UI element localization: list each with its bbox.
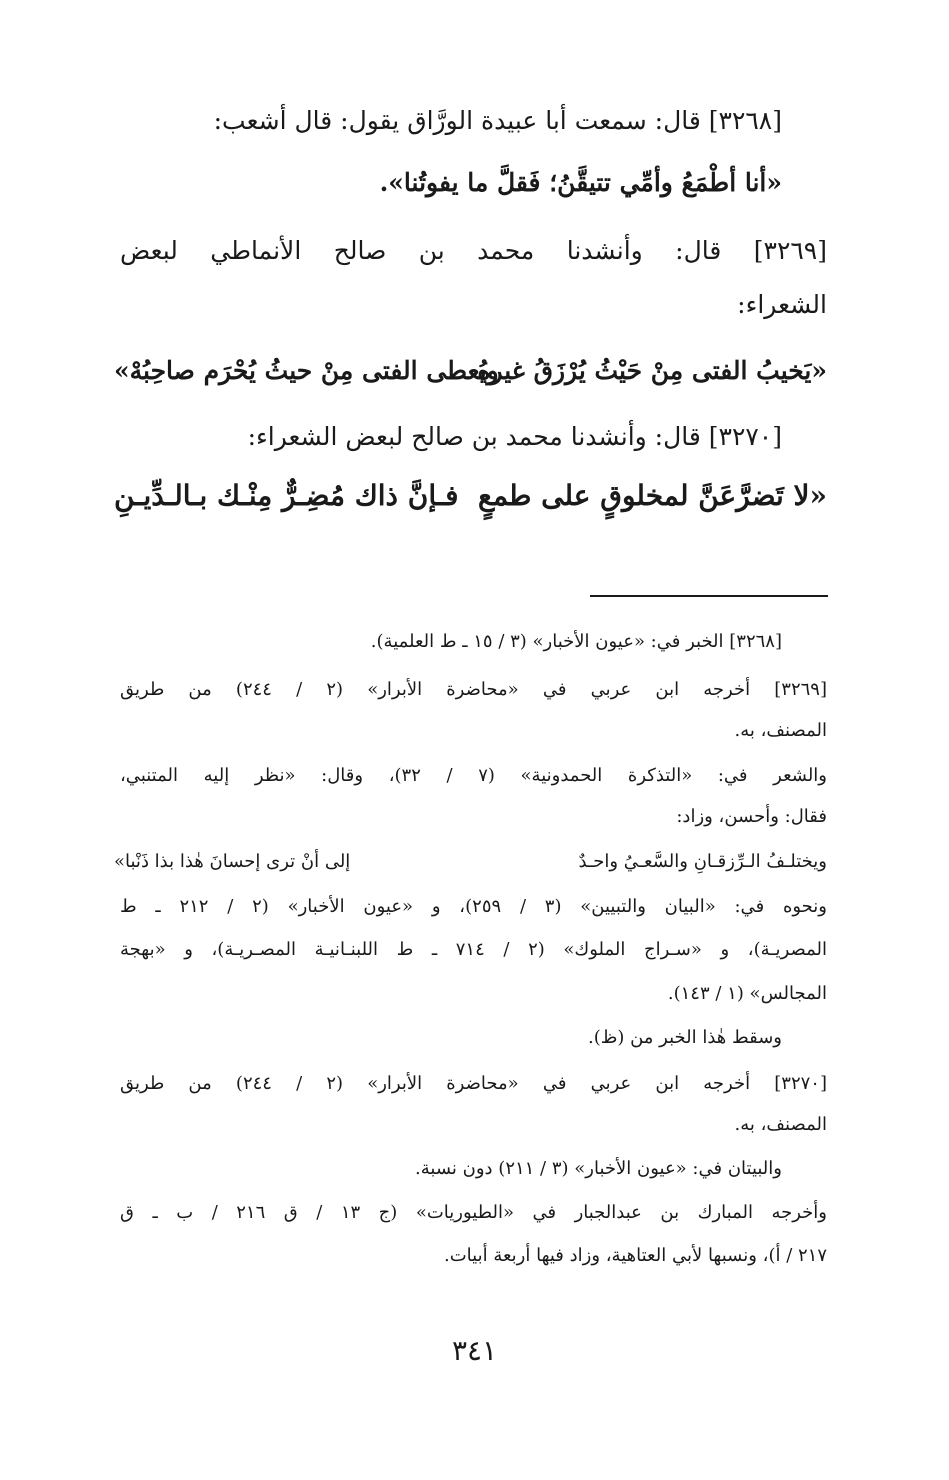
- footnote-line: فقال: وأحسن، وزاد:: [676, 806, 827, 827]
- footnote-line: وأخرجه المبارك بن عبدالجبار في «الطيوريات» (ج ١٣ / ق ٢١٦ / ب ـ ق: [120, 1202, 827, 1223]
- entry-3269-line-1: [٣٢٦٩] قال: وأنشدنا محمد بن صالح الأنماطي لبعض: [120, 236, 827, 265]
- entry-3269-verse-first-hemistich: «يَخيبُ الفتى مِنْ حَيْثُ يُرْزَقُ غيره: [477, 356, 827, 385]
- entry-3268-quote: «أنا أطْمَعُ وأمِّي تتيقَّنُ؛ فَقلَّ ما يفوتُنا».: [379, 168, 782, 197]
- footnote-line: [٣٢٧٠] أخرجه ابن عربي في «محاضرة الأبرار» (٢ / ٢٤٤) من طريق: [120, 1073, 827, 1094]
- footnote-line: المصنف، به.: [734, 720, 827, 741]
- entry-3270-line-1: [٣٢٧٠] قال: وأنشدنا محمد بن صالح لبعض الشعراء:: [247, 422, 782, 451]
- footnote-line: والشعر في: «التذكرة الحمدونية» (٧ / ٣٢)، وقال: «نظر إليه المتنبي،: [120, 765, 828, 786]
- footnote-line: المصريـة)، و «سـراج الملوك» (٢ / ٧١٤ ـ ط اللبنـانيـة المصـريـة)، و «بهجة: [120, 939, 827, 960]
- page-number: ٣٤١: [451, 1334, 498, 1367]
- footnote-verse-second-hemistich: إلى أنْ ترى إحسانَ هٰذا بذا ذَنْبا»: [114, 851, 351, 872]
- entry-3270-verse-second-hemistich: فـإنَّ ذاك مُضِـرٌّ مِنْـك بـالـدِّيـنِ: [114, 479, 459, 512]
- entry-3269-line-2: الشعراء:: [737, 290, 827, 319]
- footnote-separator: [590, 595, 828, 597]
- entry-3268-line-1: [٣٢٦٨] قال: سمعت أبا عبيدة الورَّاق يقول: قال أشعب:: [213, 106, 782, 135]
- footnote-line: المصنف، به.: [734, 1114, 827, 1135]
- footnote-line: ونحوه في: «البيان والتبيين» (٣ / ٢٥٩)، و «عيون الأخبار» (٢ / ٢١٢ ـ ط: [120, 896, 827, 917]
- footnote-line: وسقط هٰذا الخبر من (ظ).: [587, 1027, 782, 1048]
- entry-3269-verse-second-hemistich: ويُعطى الفتى مِنْ حيثُ يُحْرَم صاحِبُهْ»: [114, 356, 499, 385]
- footnote-line: ٢١٧ / أ)، ونسبها لأبي العتاهية، وزاد فيها أربعة أبيات.: [444, 1245, 827, 1266]
- footnote-verse-first-hemistich: ويختلـفُ الـرِّزقـانِ والسَّعـيُ واحـدٌ: [578, 851, 827, 872]
- footnote-line: والبيتان في: «عيون الأخبار» (٣ / ٢١١) دون نسبة.: [415, 1158, 782, 1179]
- entry-3270-verse-first-hemistich: «لا تَضرَّعَنَّ لمخلوقٍ على طمعٍ: [478, 479, 827, 512]
- footnote-line: [٣٢٦٨] الخبر في: «عيون الأخبار» (٣ / ١٥ ـ ط العلمية).: [370, 631, 782, 652]
- footnote-line: [٣٢٦٩] أخرجه ابن عربي في «محاضرة الأبرار» (٢ / ٢٤٤) من طريق: [120, 679, 827, 700]
- footnote-line: المجالس» (١ / ١٤٣).: [667, 983, 827, 1004]
